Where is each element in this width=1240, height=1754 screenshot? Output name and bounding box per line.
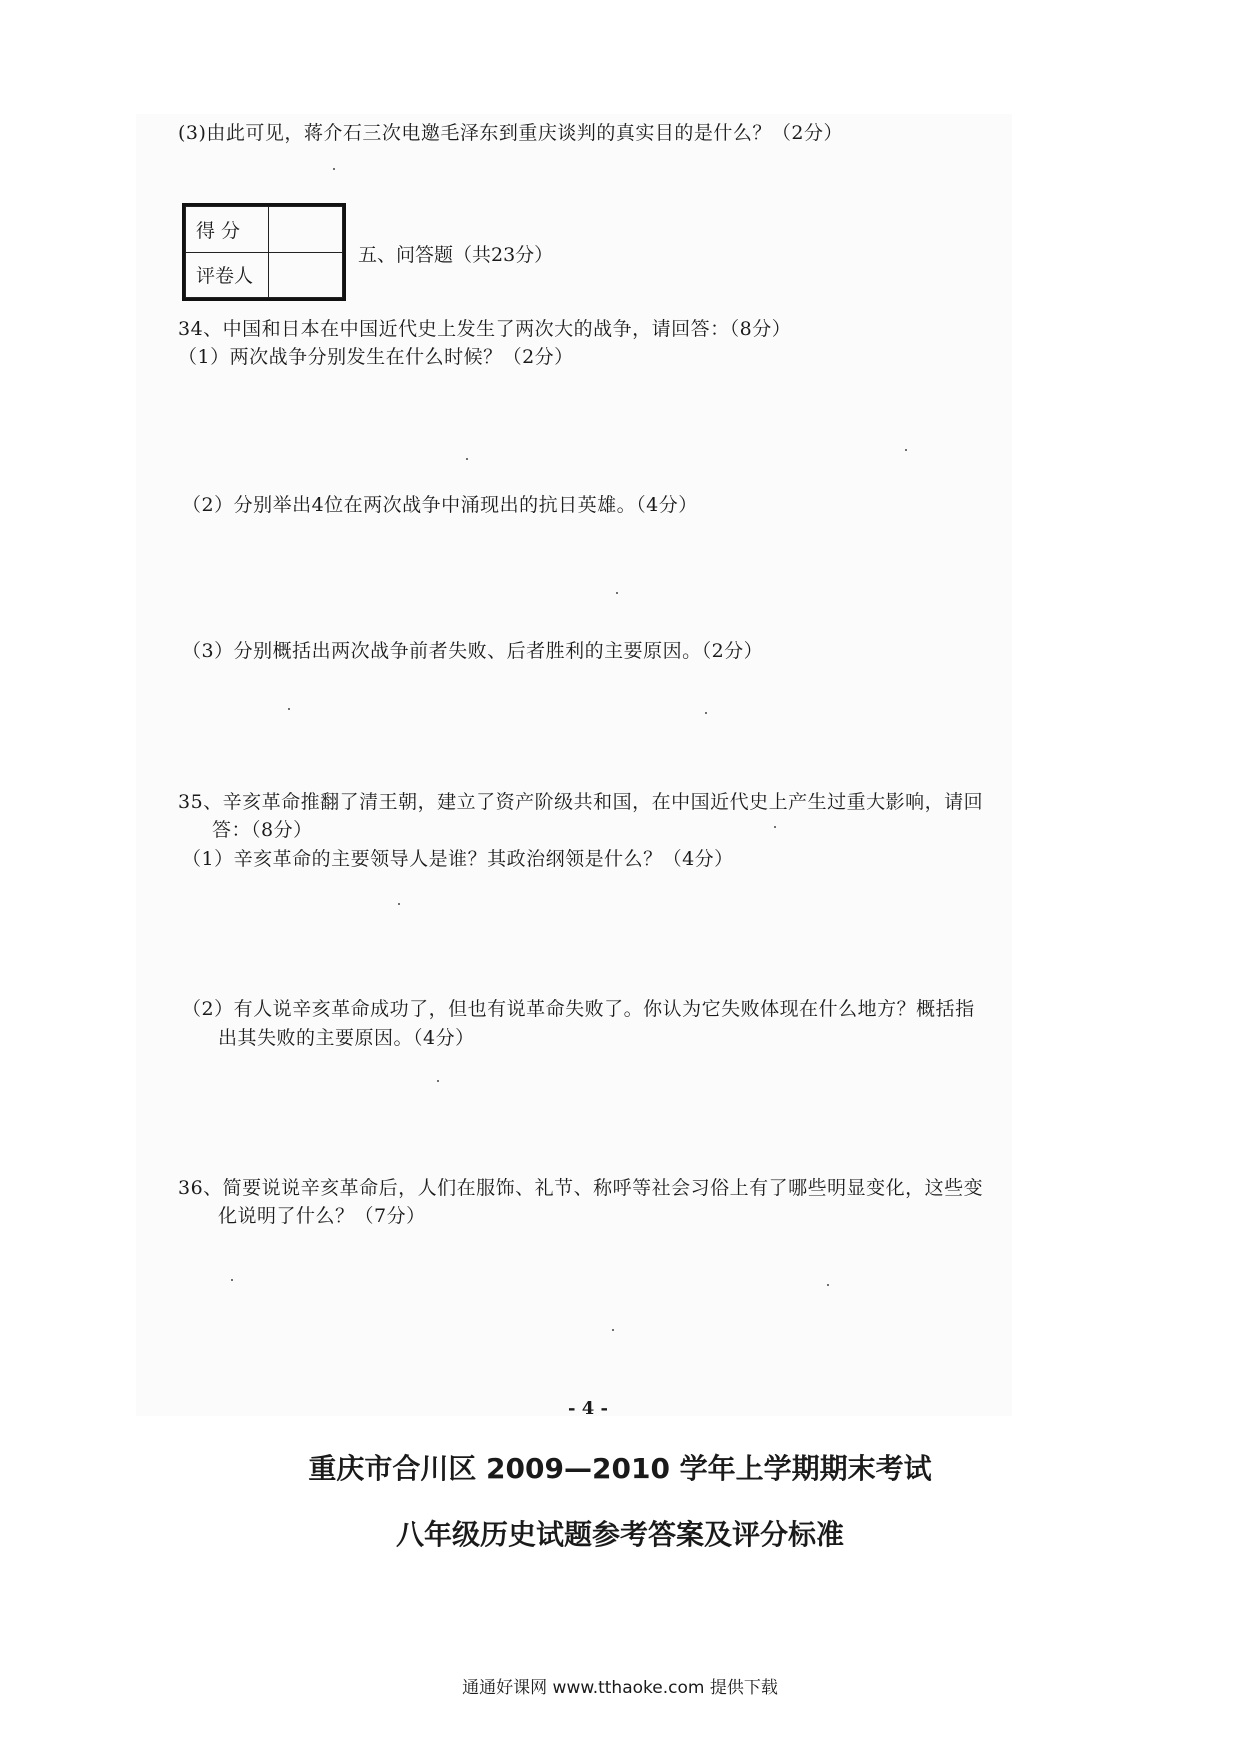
- scan-speck: [231, 1279, 233, 1281]
- grader-label: 评卷人: [186, 252, 269, 298]
- score-cell: [269, 207, 343, 253]
- grader-cell: [269, 252, 343, 298]
- scan-speck: [398, 903, 400, 905]
- page-number: - 4 -: [568, 1398, 608, 1419]
- scan-speck: [466, 458, 468, 460]
- answer-key-subtitle: 八年级历史试题参考答案及评分标准: [395, 1518, 844, 1551]
- q35-part2-line1: （2）有人说辛亥革命成功了，但也有说革命失败了。你认为它失败体现在什么地方？概括指: [182, 998, 975, 1020]
- scan-speck: [774, 826, 776, 828]
- q34-part3: （3）分别概括出两次战争前者失败、后者胜利的主要原因。（2分）: [182, 640, 764, 662]
- scan-speck: [827, 1284, 829, 1286]
- scan-speck: [612, 1329, 614, 1331]
- scan-speck: [333, 168, 335, 170]
- scan-speck: [705, 712, 707, 714]
- q35-stem-line2: 答：（8分）: [212, 819, 313, 841]
- q35-part1: （1）辛亥革命的主要领导人是谁？其政治纲领是什么？（4分）: [182, 848, 734, 870]
- scan-speck: [288, 708, 290, 710]
- q36-stem-line2: 化说明了什么？（7分）: [218, 1205, 426, 1227]
- footer-download-note: 通通好课网 www.tthaoke.com 提供下载: [462, 1678, 778, 1698]
- q36-stem-line1: 36、简要说说辛亥革命后，人们在服饰、礼节、称呼等社会习俗上有了哪些明显变化，这些变: [178, 1177, 984, 1199]
- q35-part2-line2: 出其失败的主要原因。（4分）: [218, 1027, 475, 1049]
- q34-stem: 34、中国和日本在中国近代史上发生了两次大的战争，请回答：（8分）: [178, 318, 792, 340]
- scan-speck: [905, 449, 907, 451]
- scan-speck: [437, 1080, 439, 1082]
- q34-part2: （2）分别举出4位在两次战争中涌现出的抗日英雄。（4分）: [182, 494, 698, 516]
- q33-part3: (3)由此可见，蒋介石三次电邀毛泽东到重庆谈判的真实目的是什么？（2分）: [178, 122, 844, 144]
- score-label: 得分: [186, 207, 269, 253]
- q35-stem-line1: 35、辛亥革命推翻了清王朝，建立了资产阶级共和国，在中国近代史上产生过重大影响，请回: [178, 791, 984, 813]
- score-box: [182, 203, 346, 301]
- section-5-title: 五、问答题（共23分）: [358, 244, 554, 266]
- q34-part1: （1）两次战争分别发生在什么时候？（2分）: [178, 346, 574, 368]
- answer-key-title: 重庆市合川区 2009—2010 学年上学期期末考试: [308, 1452, 932, 1485]
- scan-speck: [616, 592, 618, 594]
